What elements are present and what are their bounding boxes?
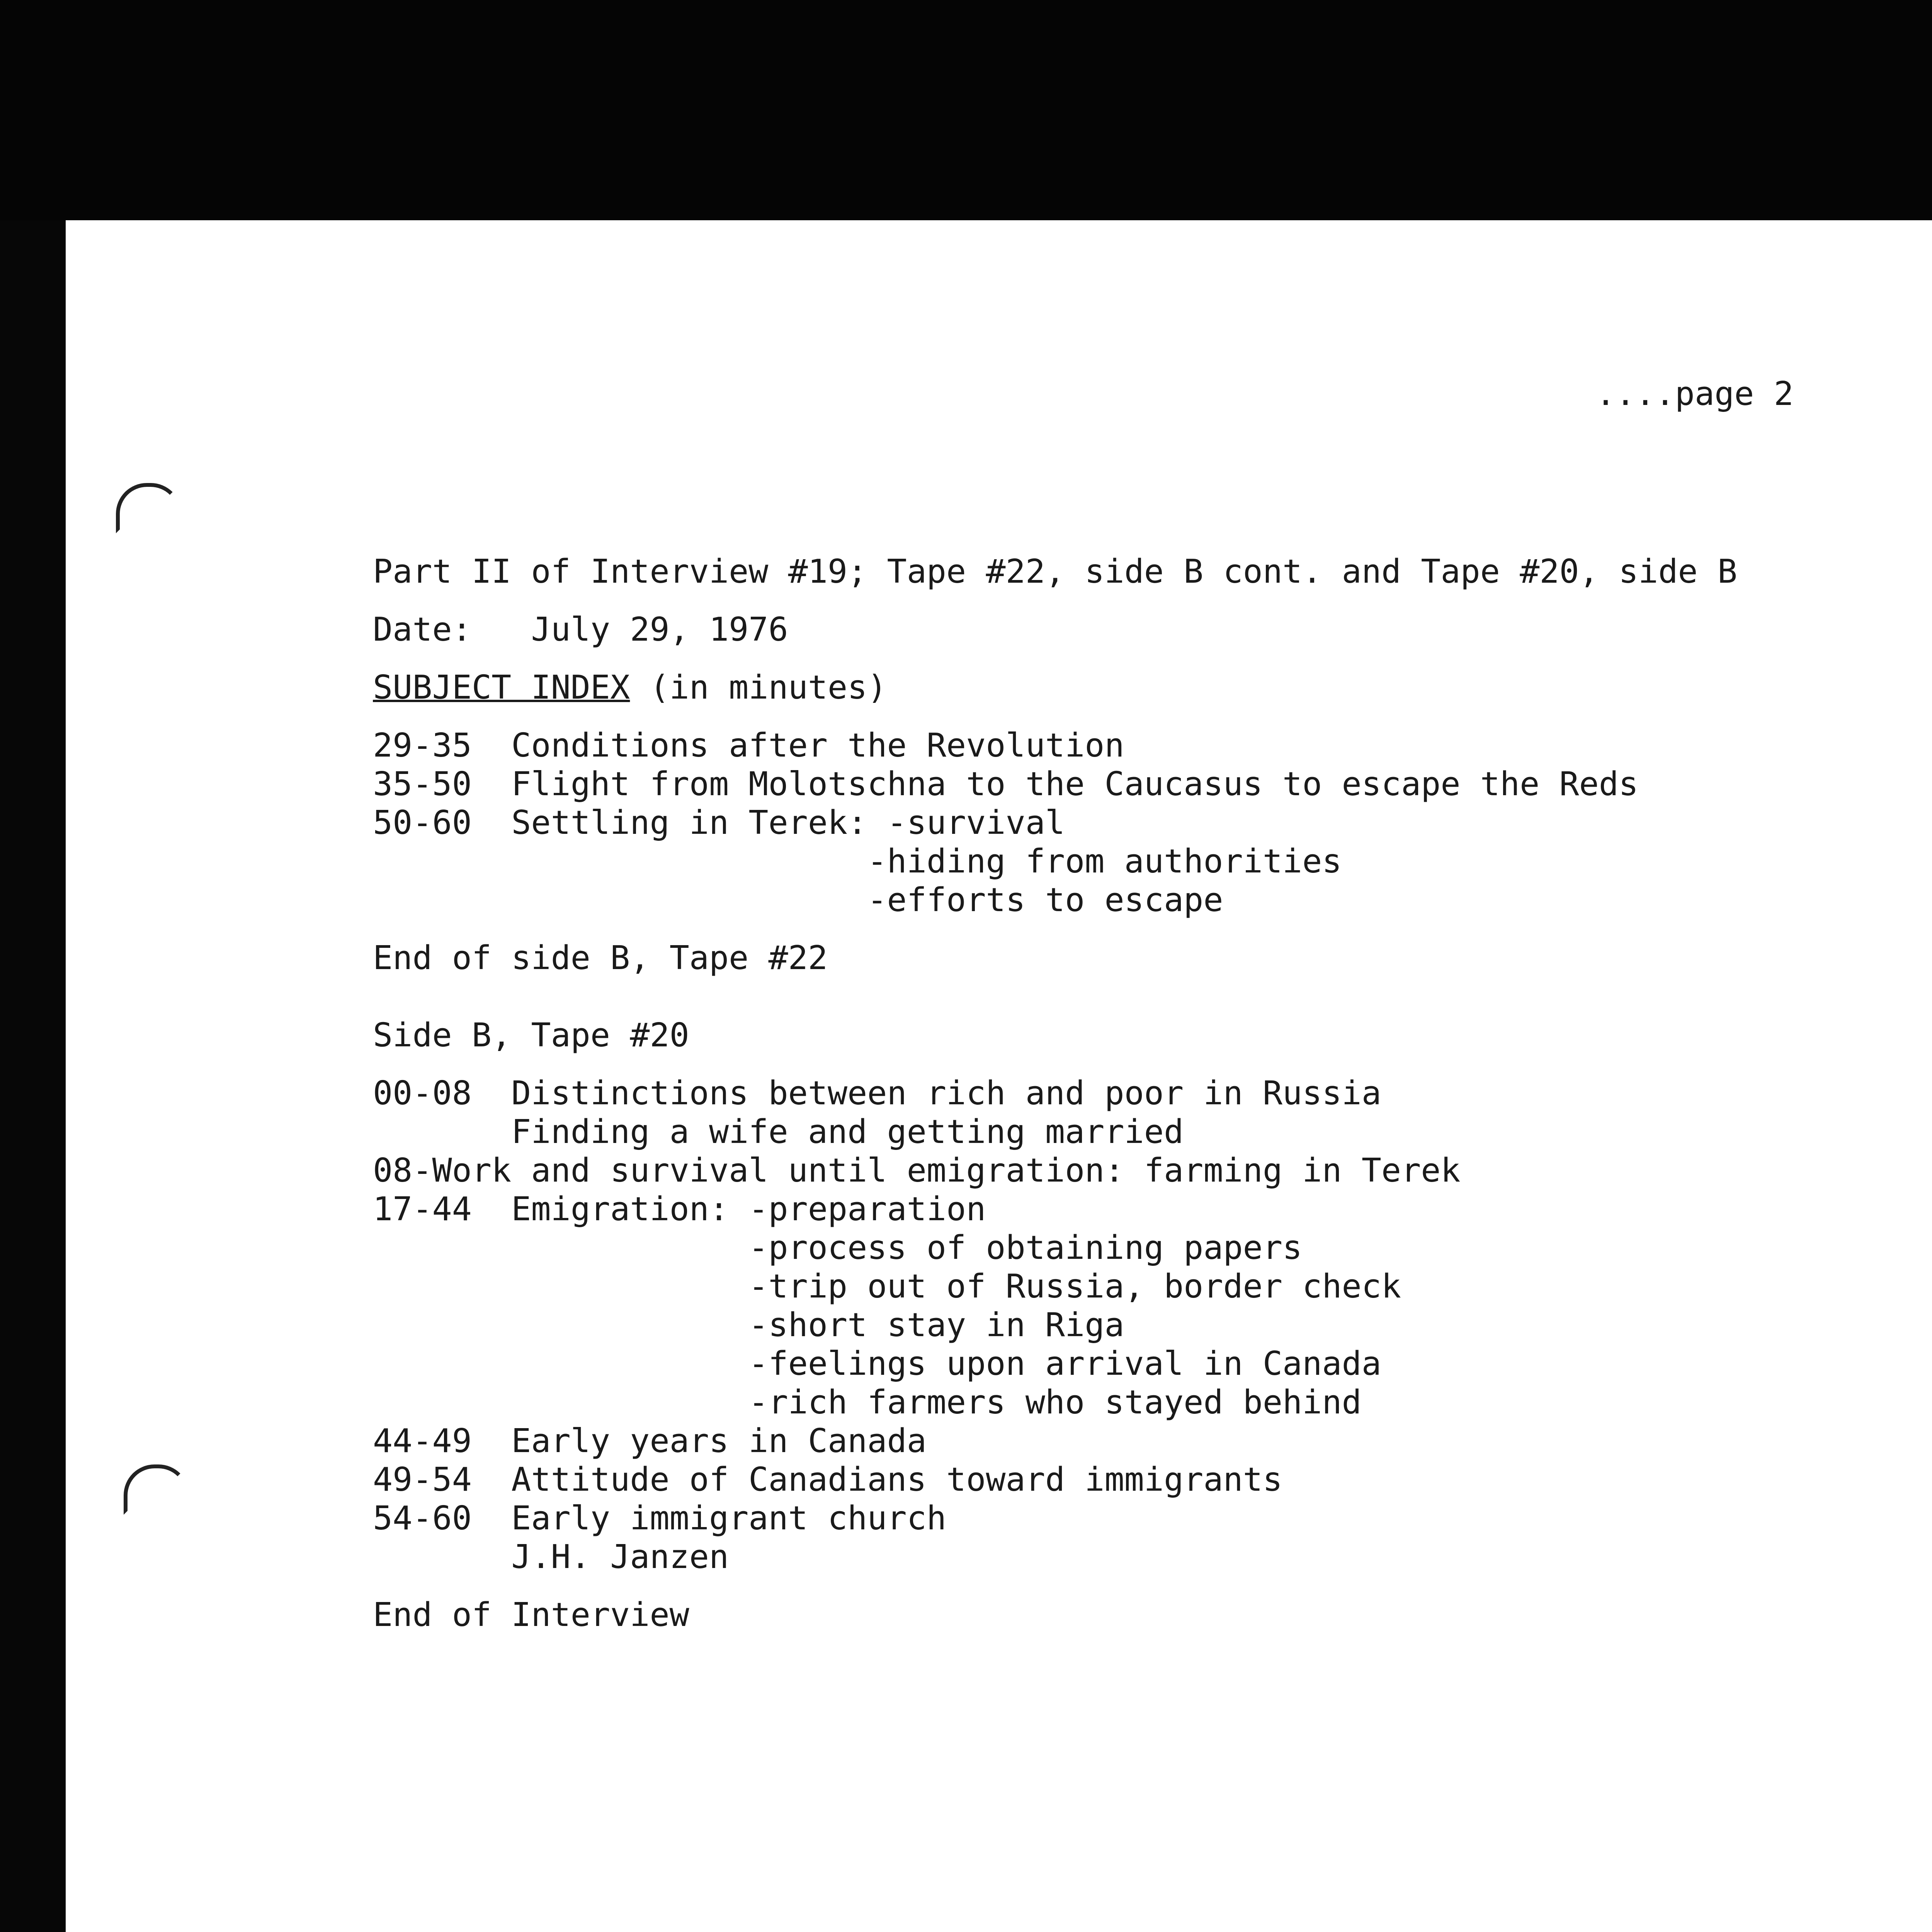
scan-background-top [0,0,1932,220]
index-entry: 35-50 Flight from Molotschna to the Caucasus to escape the Reds [373,765,1639,803]
heading-line: Part II of Interview #19; Tape #22, side B cont. and Tape #20, side B [373,553,1738,591]
index-entry: -feelings upon arrival in Canada [373,1345,1381,1383]
index-entry: 44-49 Early years in Canada [373,1422,927,1460]
index-entry: J.H. Janzen [373,1538,729,1576]
punch-hole-middle [124,1464,189,1515]
index-entry: 08-Work and survival until emigration: farming in Terek [373,1151,1461,1190]
index-entry: 54-60 Early immigrant church [373,1499,947,1537]
subject-index-heading [373,668,887,707]
scan-background-left [0,220,66,1932]
index-entry: -trip out of Russia, border check [373,1267,1401,1306]
end-of-interview-line: End of Interview [373,1596,689,1634]
index-entry: -hiding from authorities [373,842,1342,881]
document-page [66,220,1932,1932]
subject-index-suffix: (in minutes) [630,668,887,707]
punch-hole-top [116,483,182,533]
index-entry: 29-35 Conditions after the Revolution [373,726,1124,765]
index-entry: -process of obtaining papers [373,1229,1303,1267]
index-entry: Finding a wife and getting married [373,1113,1184,1151]
date-line: Date: July 29, 1976 [373,611,788,649]
index-entry: -efforts to escape [373,881,1223,919]
index-entry: 49-54 Attitude of Canadians toward immigrants [373,1461,1283,1499]
section-title: Side B, Tape #20 [373,1016,689,1054]
index-entry: -short stay in Riga [373,1306,1124,1344]
index-entry: -rich farmers who stayed behind [373,1383,1362,1422]
index-entry: 00-08 Distinctions between rich and poor in Russia [373,1074,1381,1112]
end-of-side-line: End of side B, Tape #22 [373,939,828,977]
subject-index-label: SUBJECT INDEX [373,668,630,707]
index-entry: 17-44 Emigration: -preparation [373,1190,986,1228]
index-entry: 50-60 Settling in Terek: -survival [373,804,1065,842]
page-marker: ....page 2 [1596,375,1794,413]
